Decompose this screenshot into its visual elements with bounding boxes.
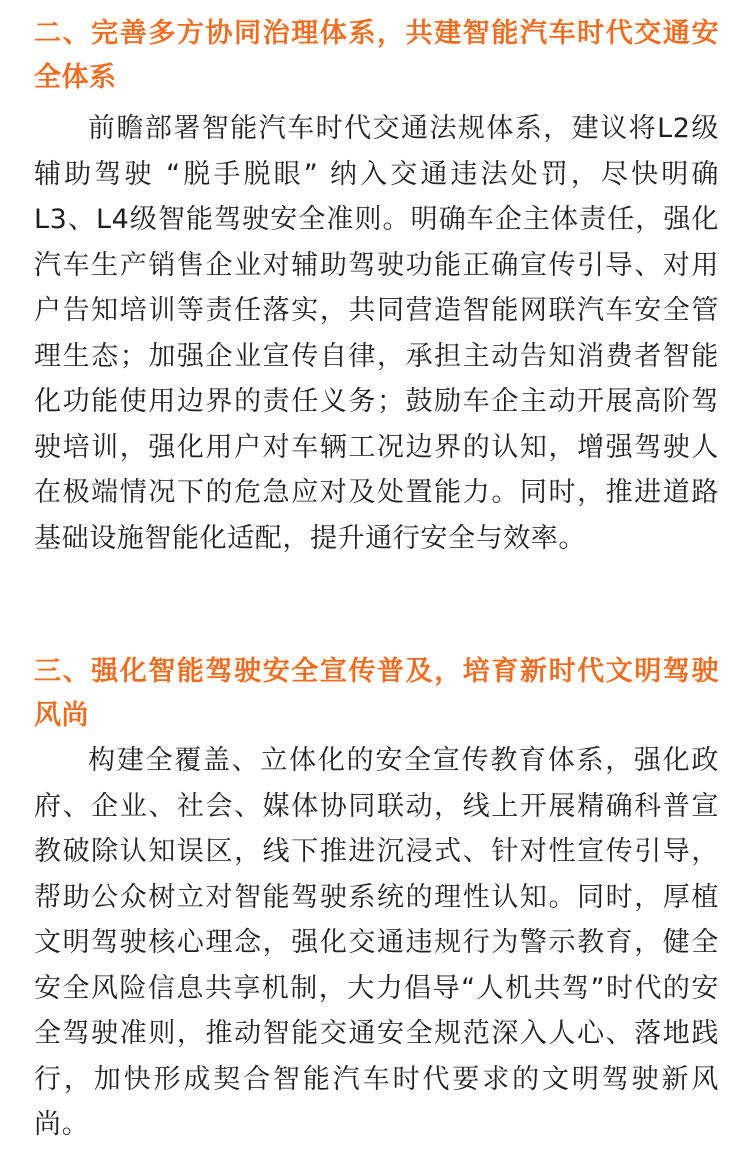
section-heading-publicity: 三、强化智能驾驶安全宣传普及，培育新时代文明驾驶风尚 xyxy=(34,656,719,731)
section-heading-governance: 二、完善多方协同治理体系，共建智能汽车时代交通安全体系 xyxy=(34,18,719,93)
section-paragraph-governance: 前瞻部署智能汽车时代交通法规体系，建议将L2级辅助驾驶 “脱手脱眼” 纳入交通违法处罚，尽快明确L3、L4级智能驾驶安全准则。明确车企主体责任，强化汽车生产销售企业对辅助驾驶功能正确宣传引导、对用户告知培训等责任落实，共同营造智能网联汽车安全管理生态；加强企业宣传自律，承担主动告知消费者智能化功能使用边界的责任义务；鼓励车企主动开展高阶驾驶培训，强化用户对车辆工况边界的认知，增强驾驶人在极端情况下的危急应对及处置能力。同时，推进道路基础设施智能化适配，提升通行安全与效率。 xyxy=(34,113,719,554)
section-paragraph-publicity: 构建全覆盖、立体化的安全宣传教育体系，强化政府、企业、社会、媒体协同联动，线上开展精确科普宣教破除认知误区，线下推进沉浸式、针对性宣传引导，帮助公众树立对智能驾驶系统的理性认知。同时，厚植文明驾驶核心理念，强化交通违规行为警示教育，健全安全风险信息共享机制，大力倡导“人机共驾”时代的安全驾驶准则，推动智能交通安全规范深入人心、落地践行，加快形成契合智能汽车时代要求的文明驾驶新风尚。 xyxy=(34,745,719,1140)
